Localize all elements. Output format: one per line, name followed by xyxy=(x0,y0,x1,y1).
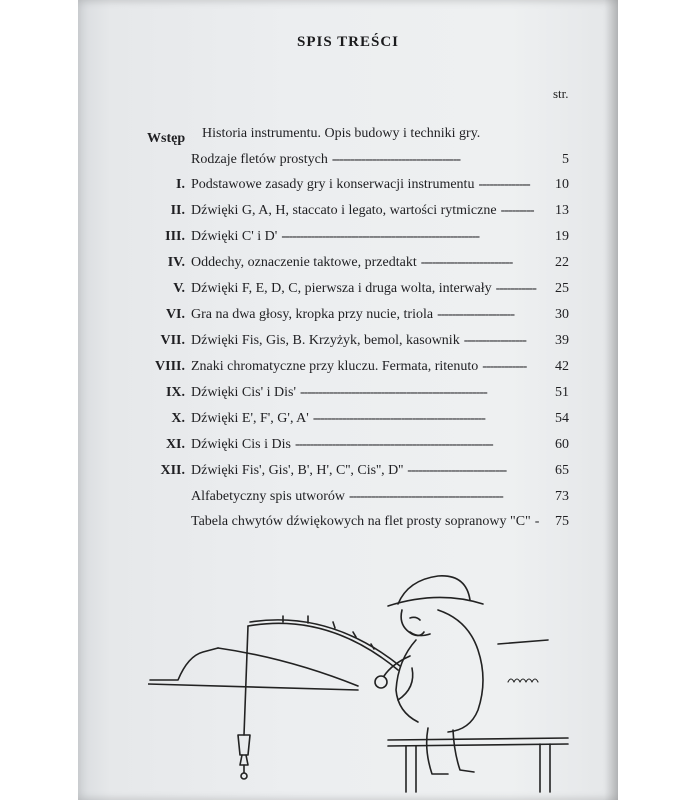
intro-text-line1: Historia instrumentu. Opis budowy i techniki gry. xyxy=(202,126,481,141)
toc-entry-number: VIII. xyxy=(155,359,185,374)
toc-row xyxy=(78,463,618,485)
toc-row xyxy=(78,333,618,355)
toc-row xyxy=(78,255,618,277)
toc-entry-text: Dźwięki C' i D' ------------------------------------------------------ xyxy=(191,229,480,244)
toc-entry-page: 65 xyxy=(555,463,569,478)
toc-row xyxy=(78,489,618,511)
book-page xyxy=(78,0,618,800)
toc-entry-page: 22 xyxy=(555,255,569,270)
toc-entry-number: III. xyxy=(165,229,185,244)
toc-entry-number: IX. xyxy=(165,385,185,400)
toc-entry-page: 30 xyxy=(555,307,569,322)
toc-row xyxy=(78,437,618,459)
toc-entry-page: 73 xyxy=(555,489,569,504)
toc-entry-page: 25 xyxy=(555,281,569,296)
toc-entry-text: Podstawowe zasady gry i konserwacji instrumentu -------------- xyxy=(191,177,530,192)
toc-entry-text: Rodzaje fletów prostych ----------------------------------- xyxy=(191,152,461,167)
toc-entry-text: Dźwięki G, A, H, staccato i legato, wartości rytmiczne --------- xyxy=(191,203,534,218)
toc-row xyxy=(78,229,618,251)
toc-entry-text: Dźwięki Fis', Gis', B', H', C'', Cis'', D'' --------------------------- xyxy=(191,463,507,478)
toc-entry-number: X. xyxy=(171,411,185,426)
toc-row xyxy=(78,385,618,407)
toc-entry-text: Tabela chwytów dźwiękowych na flet prosty sopranowy "C" - xyxy=(191,514,539,529)
page-column-label: str. xyxy=(553,86,569,101)
toc-entry-number: VII. xyxy=(160,333,185,348)
toc-entry-number: VI. xyxy=(165,307,185,322)
intro-label: Wstęp xyxy=(147,131,186,146)
toc-row xyxy=(78,281,618,303)
toc-entry-text: Dźwięki Cis i Dis ------------------------------------------------------ xyxy=(191,437,493,452)
page-title: SPIS TREŚCI xyxy=(296,34,400,50)
toc-entry-page: 42 xyxy=(555,359,569,374)
toc-entry-text: Oddechy, oznaczenie taktowe, przedtakt ------------------------- xyxy=(191,255,513,270)
toc-entry-number: IV. xyxy=(167,255,185,270)
toc-entry-text: Gra na dwa głosy, kropka przy nucie, triola --------------------- xyxy=(191,307,514,322)
toc-entry-number: I. xyxy=(176,177,185,192)
toc-entry-page: 54 xyxy=(555,411,569,426)
toc-entry-page: 51 xyxy=(555,385,569,400)
toc-row xyxy=(78,514,618,536)
toc-row-intro xyxy=(78,152,618,174)
toc-entry-page: 75 xyxy=(555,514,569,529)
toc-entry-page: 19 xyxy=(555,229,569,244)
toc-entry-number: II. xyxy=(170,203,185,218)
toc-row xyxy=(78,411,618,433)
toc-entry-text: Znaki chromatyczne przy kluczu. Fermata, ritenuto ------------ xyxy=(191,359,527,374)
toc-entry-page: 60 xyxy=(555,437,569,452)
toc-entry-number: V. xyxy=(173,281,185,296)
toc-row xyxy=(78,177,618,199)
toc-entry-text: Alfabetyczny spis utworów ------------------------------------------ xyxy=(191,489,503,504)
fisherman-drawing xyxy=(148,560,578,800)
toc-entry-text: Dźwięki Cis' i Dis' --------------------------------------------------- xyxy=(191,385,487,400)
toc-entry-text: Dźwięki E', F', G', A' ----------------------------------------------- xyxy=(191,411,485,426)
toc-entry-page: 5 xyxy=(562,152,569,167)
toc-row xyxy=(78,307,618,329)
toc-entry-text: Dźwięki Fis, Gis, B. Krzyżyk, bemol, kasownik ----------------- xyxy=(191,333,526,348)
toc-entry-number: XI. xyxy=(165,437,185,452)
toc-entry-number: XII. xyxy=(160,463,185,478)
toc-entry-page: 13 xyxy=(555,203,569,218)
toc-row xyxy=(78,203,618,225)
toc-entry-page: 39 xyxy=(555,333,569,348)
toc-entry-text: Dźwięki F, E, D, C, pierwsza i druga wolta, interwały ----------- xyxy=(191,281,536,296)
toc-row xyxy=(78,359,618,381)
toc-entry-page: 10 xyxy=(555,177,569,192)
